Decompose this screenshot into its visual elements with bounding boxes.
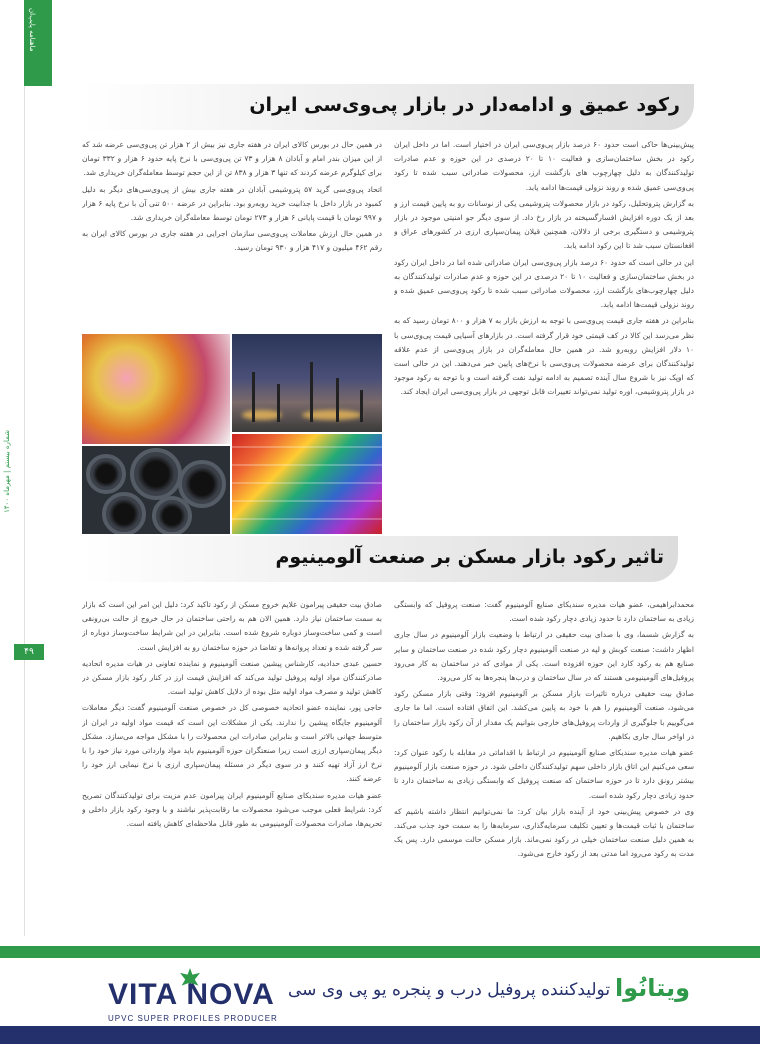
- fiber-stripe: [232, 446, 382, 448]
- paragraph: صادق بیت حقیقی درباره تاثیرات بازار مسکن بر آلومینیوم افزود: وقتی بازار مسکن رکود می‌شود، صنعت آلومینیوم را هم با خود به پایین می‌کشد. این اتفاق افتاده است. اما ما جاری می‌گوییم با جلوگیری از واردات پروفیل‌های خارجی بتوانیم یک مقدار از آن رکود بازار ساختمان را در اواخر سال جاری بکاهیم.: [394, 689, 694, 741]
- pipes-image: [82, 446, 230, 534]
- refinery-tower: [360, 390, 363, 422]
- brand-subtitle: UPVC SUPER PROFILES PRODUCER: [108, 1014, 278, 1023]
- brand-logo-en: VITA NOVA: [108, 978, 275, 1011]
- pipe-end: [86, 454, 126, 494]
- footer-dark-band: [0, 1026, 760, 1044]
- sidebar-tab: [24, 0, 52, 86]
- pipe-end: [102, 492, 146, 534]
- paragraph: به گزارش شسما، وی با صدای بیت حقیقی در ارتباط با وضعیت بازار آلومینیوم در سال جاری اظهار داشت: صنعت کوبش و لپه در صنعت آلومینیوم دچار رکود شده در صنعت ساختمان و سایر صنایع هم به رکود کارد این حوزه افزوده است. یکی از موادی که در ساختمان به کار می‌رود پروفیل‌های آلومینیومی هستند که در سال ساختمان و درب‌ها پنجره‌ها به کار می‌رود.: [394, 630, 694, 683]
- pipe-end: [130, 448, 182, 500]
- paragraph: این در حالی است که حدود ۶۰ درصد بازار پی‌وی‌سی ایران صادراتی شده اما در داخل ایران رکود در بخش ساختمان‌سازی و فعالیت ۱۰ تا ۲۰ درصدی در این حوزه و عدم صادرات تولیدکنندگان به دلیل چهارچوب‌های بازگشت ارز، محصولات صادراتی سبب شده تا رکود پی‌وی‌سی عمیق شده و روند نزولی قیمت‌ها ادامه یابد.: [394, 257, 694, 310]
- brand-logo-fa: ویتانُوا: [614, 974, 690, 1002]
- pellets-image: [82, 334, 230, 444]
- sidebar-rule: [24, 86, 25, 936]
- paragraph: حاجی پور، نماینده عضو اتحادیه خصوصی کل در خصوص صنعت آلومینیوم گفت: دیگر معاملات آلومینیوم جایگاه پیشین را ندارند. یکی از مشکلات این است که قیمت مواد اولیه در ایران از متوسط جهانی بالاتر است و بنابراین صادرات این محصولات را با مشکل مواجه می‌سازد. مشکل دیگر پیمان‌سپاری ارزی است زیرا صنعتگران حوزه آلومینیوم باید مواد وارداتی مورد نیاز خود را با نرخ ارز آزاد تهیه کنند و در سوی دیگر در مسئله پیمان‌سپاری ارزی با نرخ نیمایی ارز خود را عرضه کنند.: [82, 703, 382, 784]
- paragraph: اتحاد پی‌وی‌سی گرید ۵۷ پتروشیمی آبادان در هفته جاری بیش از پی‌وی‌سی‌های دیگر به دلیل کمبود در بازار داخل با جذابیت خرید روبه‌رو بود. بنابراین در عرضه ۵۰۰ تنی آن با نرخ پایه ۶ هزار و ۹۹۷ تومان با قیمت پایانی ۶ هزار و ۲۷۳ تومان توسط معامله‌گران خریداری شد.: [82, 184, 382, 223]
- fiber-stripe: [232, 482, 382, 484]
- paragraph: وی در خصوص پیش‌بینی خود از آینده بازار بیان کرد: ما نمی‌توانیم انتظار داشته باشیم که ساختمان با ثبات قیمت‌ها و تعیین تکلیف سرمایه‌گذاری، سرمایه‌ها را به سمت خود جذب می‌کند. به همین دلیل صنعت ساختمان خیلی در رکود نمی‌ماند. بازار مسکن حالت موسمی دارد. پس یک مدت به رکود می‌رود اما مدتی بعد از رکود خارج می‌شود.: [394, 806, 694, 859]
- article1-right-column: [394, 138, 694, 526]
- article2-left-column: [82, 598, 382, 930]
- fibers-image: [232, 434, 382, 534]
- issue-meta: شماره بیستم | مهرماه ۱۴۰۰: [3, 430, 11, 513]
- pipe-end: [152, 496, 192, 534]
- paragraph: در همین حال در بورس کالای ایران در هفته جاری نیز بیش از ۲ هزار تن پی‌وی‌سی عرضه شد که از این میزان بندر امام و آبادان ۸ هزار و ۷۳ تن پی‌وی‌سی با نرخ پایه حدود ۶ هزار و ۳۳۲ تومان برای کیلوگرم عرضه کردند که تنها ۳ هزار و ۸۳۸ تن از این حجم توسط معامله‌گران خریداری شد.: [82, 140, 382, 178]
- image-collage: [82, 334, 382, 534]
- fiber-stripe: [232, 518, 382, 520]
- paragraph: عضو هیات مدیره سندیکای صنایع آلومینیوم در ارتباط با اقداماتی در مقابله با رکود عنوان کرد: سعی می‌کنیم این اتاق بازار داخلی سهم تولیدکنندگان داخلی شود. در حوزه صنعت بازار آلومینیوم بیشتر رونق دارد تا در حوزه ساختمان که صنعت پروفیل که وابستگی زیادی به ساختمان دارد تا حدود زیادی دچار رکود شده است.: [394, 748, 694, 800]
- article1-title-bar: [82, 84, 694, 130]
- article1-title: رکود عمیق و ادامه‌دار در بازار پی‌وی‌سی ایران: [249, 94, 680, 116]
- paragraph: بنابراین در هفته جاری قیمت پی‌وی‌سی با توجه به ارزش بازار به ۷ هزار و ۸۰۰ تومان رسید که به نظر می‌رسد این کالا در کف قیمتی خود قرار گرفته است. در بازارهای آسیایی قیمت پی‌وی‌سی با ۱۰ دلار افزایش روبه‌رو شد. در همین حال معامله‌گران در بازار پی‌وی‌سی از عدم علاقه تولیدکنندگان برای عرضه محصولات پی‌وی‌سی با نرخ‌های پایین خبر می‌دهند. این در حالی است که اوپک نیز با شروع سال آینده تصمیم به ادامه تولید نفت گرفته است و با توجه به رکود موجود در بازار پتروشیمی، اوره تولید نمی‌تواند تغییرات قابل توجهی در بازار پی‌وی‌سی ایران ایجاد کند.: [394, 316, 694, 397]
- paragraph: پیش‌بینی‌ها حاکی است حدود ۶۰ درصد بازار پی‌وی‌سی ایران در اختیار است. اما در داخل ایران رکود در بخش ساختمان‌سازی و فعالیت ۱۰ تا ۲۰ درصدی در این حوزه و عدم صادرات تولیدکنندگان به دلیل چهارچوب های بازگشت ارز، محصولات صادراتی سبب شده تا رکود پی‌وی‌سی عمیق شده و روند نزولی قیمت‌ها ادامه یابد.: [394, 140, 694, 192]
- fiber-stripe: [232, 500, 382, 502]
- paragraph: در همین حال ارزش معاملات پی‌وی‌سی سازمان اجرایی در هفته جاری در بورس کالای ایران به رقم ۴۶۲ میلیون و ۴۱۷ هزار و ۹۳۰ تومان رسید.: [82, 229, 382, 253]
- paragraph: حسین عبدی حدادیه، کارشناس پیشین صنعت آلومینیوم و نماینده تعاونی در هیات مدیره اتحادیه صادرکنندگان مواد اولیه پروفیل تولید می‌کند که افزایش قیمت ارز در کنار رکود بازار مسکن در کاهش تولید و مصرف مواد اولیه مثل بوده از دلایل کاهش تولید است.: [82, 658, 382, 697]
- article2-right-column: [394, 598, 694, 930]
- paragraph: به گزارش پتروتحلیل، رکود در بازار محصولات پتروشیمی یکی از نوسانات رو به پایین قیمت ارز و بعد از یک دوره افزایش افسارگسیخته در بازار رخ داد. از سوی دیگر جو امنیتی موجود در بازار پتروشیمی و دستگیری برخی از دلالان، همچنین قیلان پیمان‌سپاری ارزی در کشورهای عراق و افغانستان سبب شد تا این رکود ادامه یابد.: [394, 198, 694, 251]
- article1-left-column: [82, 138, 382, 338]
- refinery-tower: [277, 384, 280, 422]
- paragraph: محمدابراهیمی، عضو هیات مدیره سندیکای صنایع آلومینیوم گفت: صنعت پروفیل که وابستگی زیادی به ساختمان دارد تا حدود زیادی دچار رکود شده است.: [394, 600, 694, 624]
- sidebar-tab-label: ماهنامه پایپ‌ان: [28, 8, 36, 52]
- refinery-tower: [310, 362, 313, 422]
- paragraph: صادق بیت حقیقی پیرامون علایم خروج مسکن از رکود تاکید کرد: دلیل این امر این است که بازار به سمت ساختمان نیاز دارد. همین الان هم به راحتی ساختمان در حال خروج از حالت بی‌رونقی است و کمی ساخت‌وساز دوباره شروع شده است. بنابراین در این شرایط ساخت‌وساز دوباره از سر گرفته شده و تعداد پروانه‌ها و تقاضا در حوزه ساختمان رو به افزایش است.: [82, 600, 382, 652]
- page-number: ۴۹: [14, 644, 44, 660]
- refinery-tower: [336, 378, 339, 422]
- refinery-light: [242, 410, 282, 420]
- article2-title-bar: [82, 536, 678, 582]
- footer-green-band: [0, 946, 760, 958]
- fiber-stripe: [232, 464, 382, 466]
- refinery-image: [232, 334, 382, 432]
- footer-advertisement[interactable]: [0, 958, 760, 1026]
- brand-tagline: تولیدکننده پروفیل درب و پنجره یو پی وی سی: [288, 980, 611, 1000]
- article2-title: تاثیر رکود بازار مسکن بر صنعت آلومینیوم: [275, 546, 664, 568]
- refinery-tower: [252, 372, 255, 422]
- paragraph: عضو هیات مدیره سندیکای صنایع آلومینیوم ایران پیرامون عدم مزیت برای تولیدکنندگان تصریح کرد: شرایط فعلی موجب می‌شود محصولات ما رقابت‌پذیر نباشند و با وجود رکود بازار داخلی و تحریم‌ها، صادرات محصولات آلومینیومی به طور قابل ملاحظه‌ای کاهش یافته است.: [82, 790, 382, 829]
